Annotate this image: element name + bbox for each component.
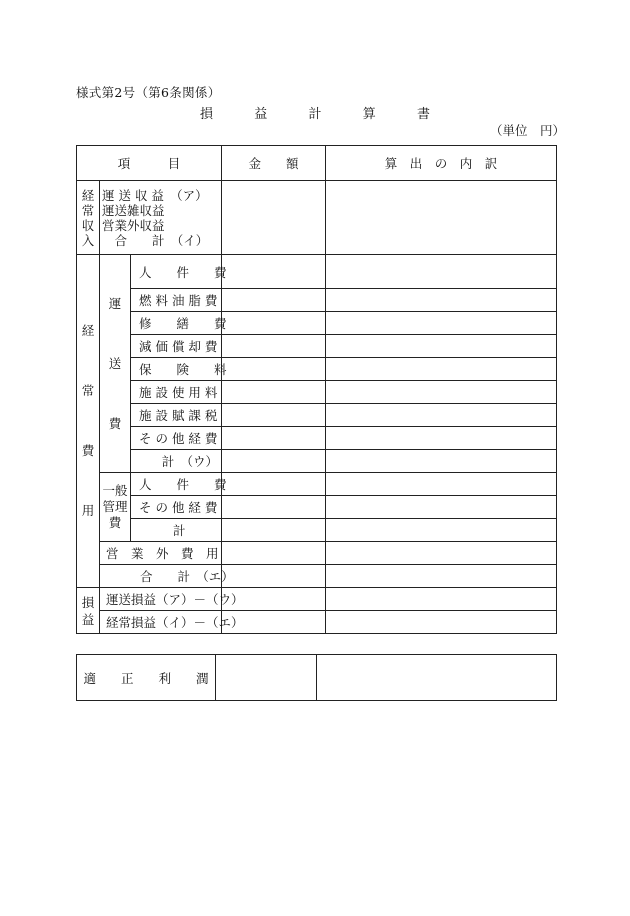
admin-item-label: 人 件 費 xyxy=(131,473,222,496)
transport-item-label: 修 繕 費 xyxy=(131,312,222,335)
column-header-calc: 算 出 の 内 訳 xyxy=(326,146,557,181)
admin-group-text: 一般 xyxy=(102,483,128,498)
transport-item-label: そ の 他 経 費 xyxy=(131,427,222,450)
admin-item-label: そ の 他 経 費 xyxy=(131,496,222,519)
non-operating-expense-label: 営 業 外 費 用 xyxy=(100,542,222,565)
general-admin-group-label xyxy=(100,473,131,542)
income-line: 合 計 （イ） xyxy=(102,232,209,248)
expense-grand-total-label: 合 計 （エ） xyxy=(100,565,222,588)
amount-cell[interactable] xyxy=(222,381,326,404)
amount-cell[interactable] xyxy=(222,427,326,450)
title-char: 損 xyxy=(200,107,214,122)
amount-cell[interactable] xyxy=(222,358,326,381)
form-number-label: 様式第2号（第6条関係） xyxy=(76,85,221,100)
calc-cell[interactable] xyxy=(326,335,557,358)
transport-group-char: 費 xyxy=(108,415,122,431)
profit-loss-table xyxy=(76,145,557,634)
transport-item-label: 施 設 賦 課 税 xyxy=(131,404,222,427)
recurring-income-group-label xyxy=(77,181,100,255)
admin-total-label: 計 xyxy=(131,519,222,542)
title-char: 算 xyxy=(362,107,376,122)
pl-group-char: 損 xyxy=(81,594,95,610)
pl-group-char: 益 xyxy=(81,611,95,627)
calc-cell[interactable] xyxy=(326,427,557,450)
amount-cell[interactable] xyxy=(222,473,326,496)
calc-cell[interactable] xyxy=(326,404,557,427)
transport-item-label: 保 険 料 xyxy=(131,358,222,381)
expense-group-chars xyxy=(77,301,99,541)
calc-cell[interactable] xyxy=(326,496,557,519)
calc-cell[interactable] xyxy=(326,519,557,542)
expense-group-char: 用 xyxy=(81,503,95,518)
recurring-profit-loss-label: 経常損益（イ）－（エ） xyxy=(100,611,222,634)
calc-cell[interactable] xyxy=(326,381,557,404)
calc-cell[interactable] xyxy=(326,181,557,255)
document-title xyxy=(200,103,430,122)
income-line: 運 送 収 益 （ア） xyxy=(102,187,208,203)
calc-cell[interactable] xyxy=(326,450,557,473)
calc-cell[interactable] xyxy=(326,542,557,565)
transport-item-label: 燃 料 油 脂 費 xyxy=(131,289,222,312)
unit-label: （単位 円） xyxy=(490,123,566,138)
profit-loss-group-label xyxy=(77,588,100,634)
amount-cell[interactable] xyxy=(222,289,326,312)
calc-cell[interactable] xyxy=(326,611,557,634)
calc-cell[interactable] xyxy=(326,255,557,289)
calc-cell[interactable] xyxy=(326,312,557,335)
income-line: 営業外収益 xyxy=(102,217,165,233)
transport-group-char: 運 xyxy=(108,295,122,311)
transport-total-label: 計 （ウ） xyxy=(131,450,222,473)
amount-cell[interactable] xyxy=(222,496,326,519)
title-char: 益 xyxy=(254,107,268,122)
amount-cell[interactable] xyxy=(222,312,326,335)
expense-group-char: 費 xyxy=(81,443,95,458)
title-char: 書 xyxy=(416,107,430,122)
transport-item-label: 減 価 償 却 費 xyxy=(131,335,222,358)
amount-cell[interactable] xyxy=(222,181,326,255)
calc-cell[interactable] xyxy=(326,565,557,588)
recurring-income-group-text: 経常収入 xyxy=(81,187,95,248)
expense-group-char: 常 xyxy=(81,383,95,398)
amount-cell[interactable] xyxy=(222,450,326,473)
amount-cell[interactable] xyxy=(222,404,326,427)
amount-cell[interactable] xyxy=(222,565,326,588)
fair-profit-label: 適 正 利 潤 xyxy=(77,655,216,701)
title-char: 計 xyxy=(308,107,322,122)
admin-group-text: 費 xyxy=(108,515,122,530)
transport-cost-group-label xyxy=(100,255,131,473)
expense-group-char: 経 xyxy=(81,323,95,338)
transport-group-char: 送 xyxy=(108,355,122,371)
fair-profit-table xyxy=(76,654,557,701)
fair-profit-amount-cell[interactable] xyxy=(216,655,317,701)
recurring-expense-group-label xyxy=(77,255,100,588)
column-header-amount: 金 額 xyxy=(222,146,326,181)
transport-item-label: 人 件 費 xyxy=(131,255,222,289)
calc-cell[interactable] xyxy=(326,588,557,611)
admin-group-text: 管理 xyxy=(102,499,128,514)
transport-item-label: 施 設 使 用 料 xyxy=(131,381,222,404)
amount-cell[interactable] xyxy=(222,519,326,542)
amount-cell[interactable] xyxy=(222,255,326,289)
calc-cell[interactable] xyxy=(326,473,557,496)
fair-profit-calc-cell[interactable] xyxy=(317,655,557,701)
transport-profit-loss-label: 運送損益（ア）－（ウ） xyxy=(100,588,222,611)
amount-cell[interactable] xyxy=(222,542,326,565)
income-line: 運送雑収益 xyxy=(102,202,165,218)
calc-cell[interactable] xyxy=(326,358,557,381)
calc-cell[interactable] xyxy=(326,289,557,312)
recurring-income-items xyxy=(100,181,222,255)
amount-cell[interactable] xyxy=(222,335,326,358)
column-header-item: 項 目 xyxy=(77,146,222,181)
